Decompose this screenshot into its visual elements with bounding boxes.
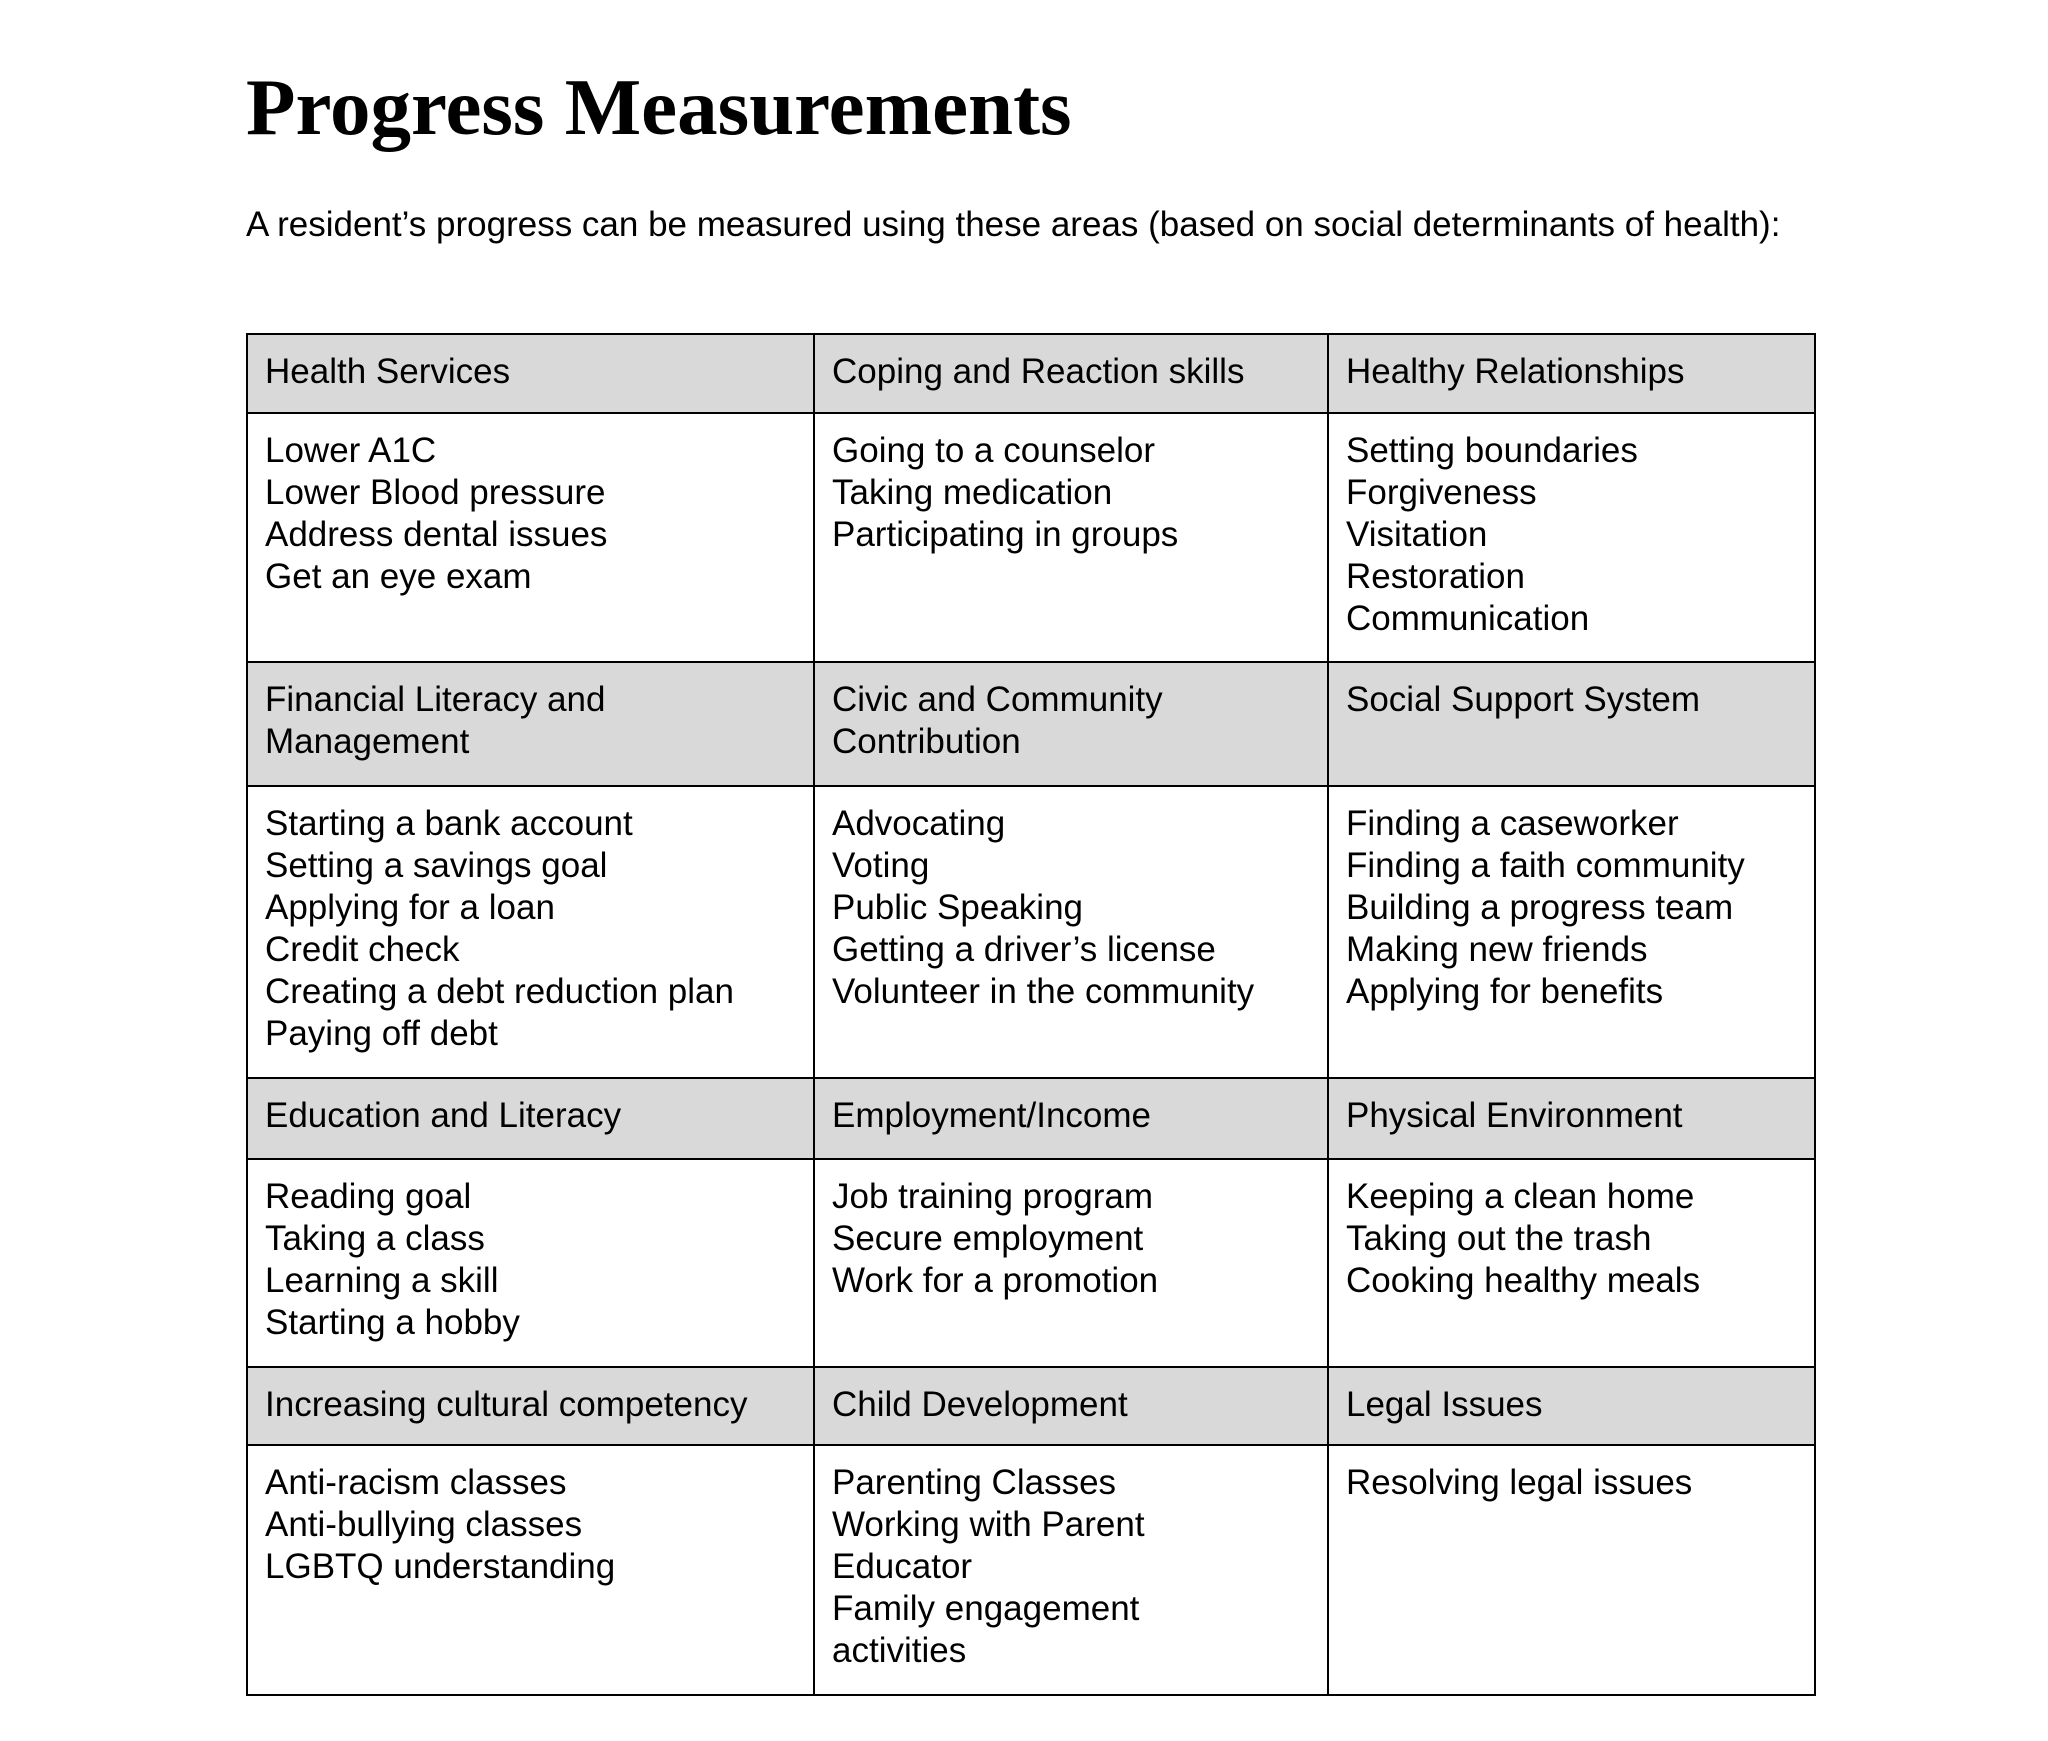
list-item: Reading goal bbox=[265, 1177, 472, 1216]
progress-areas-table bbox=[246, 333, 1816, 1696]
category-heading-cell-col-1 bbox=[247, 662, 814, 786]
list-item: Taking a class bbox=[265, 1219, 485, 1258]
list-item: Keeping a clean home bbox=[1346, 1177, 1695, 1216]
category-heading-text: Contribution bbox=[832, 722, 1021, 761]
category-items-cell-col-3 bbox=[1328, 1159, 1815, 1367]
list-item: Anti-racism classes bbox=[265, 1463, 567, 1502]
category-heading-cell-col-2 bbox=[814, 1078, 1328, 1159]
category-heading-text: Legal Issues bbox=[1346, 1385, 1543, 1424]
list-item: Credit check bbox=[265, 930, 460, 969]
list-item: Restoration bbox=[1346, 557, 1525, 596]
category-items-cell-col-1 bbox=[247, 1445, 814, 1695]
list-item: Cooking healthy meals bbox=[1346, 1261, 1701, 1300]
category-items-cell-col-3 bbox=[1328, 413, 1815, 662]
category-items-cell-col-1 bbox=[247, 413, 814, 662]
category-heading-text: Employment/Income bbox=[832, 1096, 1152, 1135]
page-title: Progress Measurements bbox=[246, 62, 1072, 152]
category-heading-cell-col-2 bbox=[814, 1367, 1328, 1445]
list-item: Working with Parent bbox=[832, 1505, 1145, 1544]
list-item: Resolving legal issues bbox=[1346, 1463, 1693, 1502]
category-heading-text: Child Development bbox=[832, 1385, 1128, 1424]
category-heading-text: Health Services bbox=[265, 352, 511, 391]
list-item: Job training program bbox=[832, 1177, 1153, 1216]
table-header-row bbox=[247, 662, 1815, 786]
category-items-cell-col-1 bbox=[247, 1159, 814, 1367]
list-item: Going to a counselor bbox=[832, 431, 1155, 470]
list-item: Parenting Classes bbox=[832, 1463, 1117, 1502]
category-heading-cell-col-3 bbox=[1328, 662, 1815, 786]
table-row bbox=[247, 413, 1815, 662]
category-heading-text: Management bbox=[265, 722, 470, 761]
list-item: Paying off debt bbox=[265, 1014, 498, 1053]
table-header-row bbox=[247, 1367, 1815, 1445]
list-item: Public Speaking bbox=[832, 888, 1083, 927]
intro-paragraph: A resident’s progress can be measured using these areas (based on social determinants of health): bbox=[246, 205, 1781, 244]
document-page bbox=[246, 60, 1814, 1670]
list-item: Voting bbox=[832, 846, 930, 885]
table-body bbox=[247, 334, 1815, 1695]
category-items-cell-col-2 bbox=[814, 786, 1328, 1078]
list-item: Applying for a loan bbox=[265, 888, 555, 927]
list-item: Learning a skill bbox=[265, 1261, 499, 1300]
list-item: Communication bbox=[1346, 599, 1590, 638]
list-item: Taking out the trash bbox=[1346, 1219, 1652, 1258]
list-item: Setting boundaries bbox=[1346, 431, 1638, 470]
list-item: Advocating bbox=[832, 804, 1006, 843]
list-item: Applying for benefits bbox=[1346, 972, 1664, 1011]
table-row bbox=[247, 1159, 1815, 1367]
category-heading-cell-col-3 bbox=[1328, 1078, 1815, 1159]
category-heading-cell-col-1 bbox=[247, 1367, 814, 1445]
category-heading-text: Financial Literacy and bbox=[265, 680, 606, 719]
list-item: Visitation bbox=[1346, 515, 1488, 554]
list-item: Starting a bank account bbox=[265, 804, 633, 843]
list-item: Lower Blood pressure bbox=[265, 473, 606, 512]
table-row bbox=[247, 1445, 1815, 1695]
list-item: Setting a savings goal bbox=[265, 846, 608, 885]
category-items-cell-col-3 bbox=[1328, 1445, 1815, 1695]
category-heading-cell-col-2 bbox=[814, 334, 1328, 413]
category-heading-text: Increasing cultural competency bbox=[265, 1385, 748, 1424]
category-heading-text: Healthy Relationships bbox=[1346, 352, 1685, 391]
list-item: Finding a faith community bbox=[1346, 846, 1745, 885]
list-item: Participating in groups bbox=[832, 515, 1179, 554]
table-row bbox=[247, 786, 1815, 1078]
list-item: Volunteer in the community bbox=[832, 972, 1255, 1011]
list-item: activities bbox=[832, 1631, 967, 1670]
category-heading-cell-col-2 bbox=[814, 662, 1328, 786]
category-heading-text: Civic and Community bbox=[832, 680, 1163, 719]
category-heading-text: Coping and Reaction skills bbox=[832, 352, 1245, 391]
list-item: Secure employment bbox=[832, 1219, 1144, 1258]
list-item: LGBTQ understanding bbox=[265, 1547, 616, 1586]
category-heading-text: Physical Environment bbox=[1346, 1096, 1683, 1135]
category-heading-cell-col-1 bbox=[247, 1078, 814, 1159]
category-heading-text: Education and Literacy bbox=[265, 1096, 622, 1135]
list-item: Forgiveness bbox=[1346, 473, 1537, 512]
list-item: Anti-bullying classes bbox=[265, 1505, 583, 1544]
list-item: Address dental issues bbox=[265, 515, 608, 554]
category-heading-cell-col-3 bbox=[1328, 1367, 1815, 1445]
list-item: Taking medication bbox=[832, 473, 1113, 512]
list-item: Creating a debt reduction plan bbox=[265, 972, 734, 1011]
list-item: Educator bbox=[832, 1547, 973, 1586]
category-items-cell-col-2 bbox=[814, 413, 1328, 662]
list-item: Building a progress team bbox=[1346, 888, 1734, 927]
list-item: Lower A1C bbox=[265, 431, 437, 470]
list-item: Get an eye exam bbox=[265, 557, 532, 596]
list-item: Work for a promotion bbox=[832, 1261, 1159, 1300]
list-item: Finding a caseworker bbox=[1346, 804, 1679, 843]
category-items-cell-col-1 bbox=[247, 786, 814, 1078]
table-header-row bbox=[247, 334, 1815, 413]
list-item: Making new friends bbox=[1346, 930, 1648, 969]
category-heading-cell-col-1 bbox=[247, 334, 814, 413]
table-header-row bbox=[247, 1078, 1815, 1159]
category-heading-text: Social Support System bbox=[1346, 680, 1701, 719]
category-items-cell-col-2 bbox=[814, 1445, 1328, 1695]
category-items-cell-col-2 bbox=[814, 1159, 1328, 1367]
category-heading-cell-col-3 bbox=[1328, 334, 1815, 413]
list-item: Starting a hobby bbox=[265, 1303, 520, 1342]
list-item: Family engagement bbox=[832, 1589, 1140, 1628]
category-items-cell-col-3 bbox=[1328, 786, 1815, 1078]
list-item: Getting a driver’s license bbox=[832, 930, 1216, 969]
